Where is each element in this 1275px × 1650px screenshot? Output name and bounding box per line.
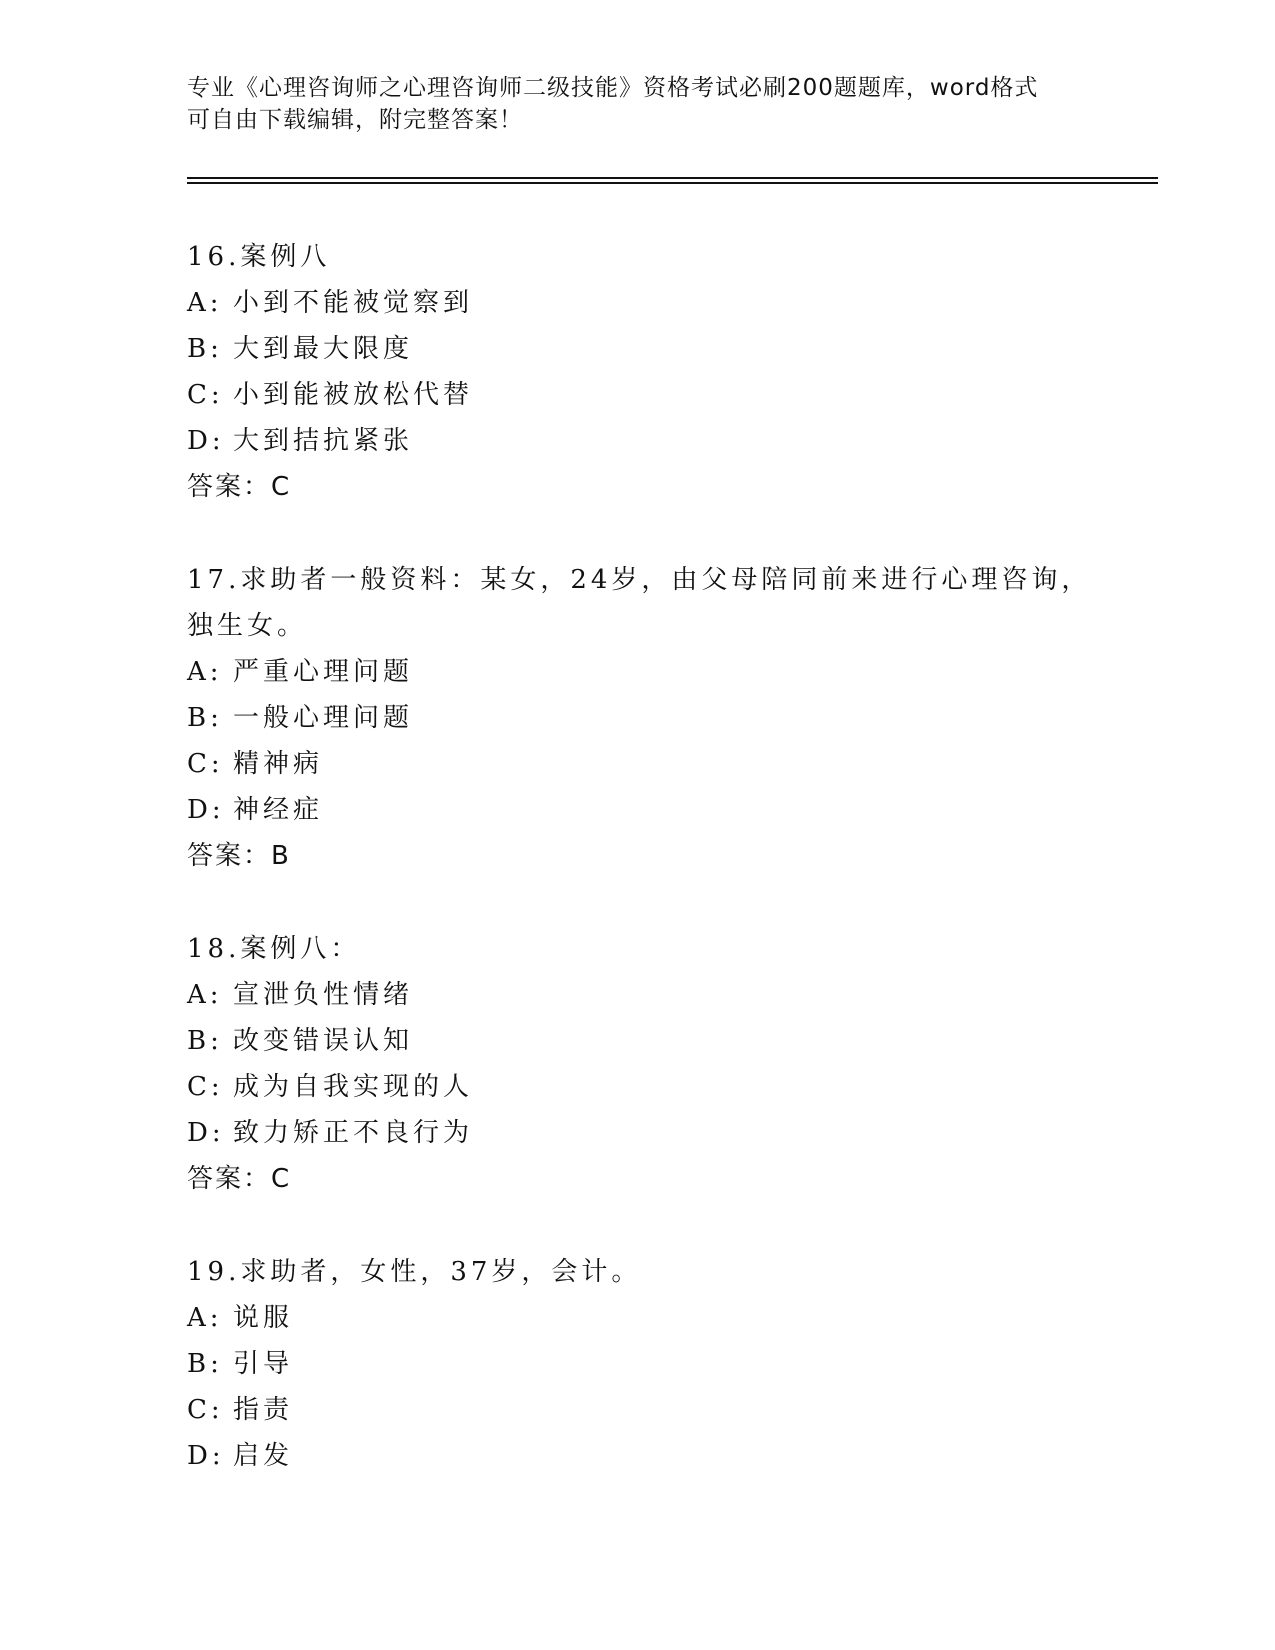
option-d: [187, 787, 1107, 833]
header-line-2: 可自由下载编辑，附完整答案！: [187, 107, 523, 133]
option-letter: B:: [187, 703, 223, 733]
option-a: [187, 649, 1107, 695]
option-letter: D:: [187, 1118, 225, 1148]
option-c: [187, 372, 1107, 418]
document-header: [187, 72, 1067, 136]
option-text: 引导: [233, 1349, 294, 1379]
question-18: [187, 926, 1107, 1202]
option-text: 小到能被放松代替: [233, 380, 474, 410]
question-stem: 16.案例八: [187, 242, 331, 272]
option-letter: D:: [187, 1441, 225, 1471]
option-c: [187, 741, 1107, 787]
question-stem: 17.求助者一般资料：某女，24岁，由父母陪同前来进行心理咨询，独生女。: [187, 565, 1092, 641]
option-b: [187, 326, 1107, 372]
option-text: 改变错误认知: [233, 1026, 414, 1056]
option-text: 小到不能被觉察到: [233, 288, 474, 318]
question-stem: 18.案例八：: [187, 934, 361, 964]
answer-label: 答案：C: [187, 1164, 292, 1194]
option-letter: C:: [187, 380, 224, 410]
option-d: [187, 1110, 1107, 1156]
question-stem: 19.求助者，女性，37岁，会计。: [187, 1257, 642, 1287]
option-a: [187, 280, 1107, 326]
option-text: 一般心理问题: [233, 703, 414, 733]
option-text: 神经症: [233, 795, 324, 825]
option-c: [187, 1064, 1107, 1110]
option-letter: A:: [187, 657, 223, 687]
option-letter: C:: [187, 749, 224, 779]
option-d: [187, 1433, 1107, 1479]
option-text: 指责: [233, 1395, 294, 1425]
option-text: 启发: [233, 1441, 294, 1471]
option-b: [187, 1018, 1107, 1064]
option-text: 严重心理问题: [233, 657, 414, 687]
option-b: [187, 1341, 1107, 1387]
answer-label: 答案：C: [187, 472, 292, 502]
option-letter: A:: [187, 288, 223, 318]
option-a: [187, 1295, 1107, 1341]
header-divider-top: [187, 177, 1158, 179]
option-letter: D:: [187, 795, 225, 825]
option-text: 致力矫正不良行为: [233, 1118, 474, 1148]
option-letter: C:: [187, 1395, 224, 1425]
option-c: [187, 1387, 1107, 1433]
question-19: [187, 1249, 1107, 1479]
question-16: [187, 234, 1107, 510]
option-text: 大到拮抗紧张: [233, 426, 414, 456]
option-letter: A:: [187, 1303, 223, 1333]
option-text: 大到最大限度: [233, 334, 414, 364]
option-b: [187, 695, 1107, 741]
option-letter: B:: [187, 1349, 223, 1379]
header-line-1: 专业《心理咨询师之心理咨询师二级技能》资格考试必刷200题题库，word格式: [187, 75, 1039, 101]
option-text: 说服: [233, 1303, 294, 1333]
answer-label: 答案：B: [187, 841, 291, 871]
option-text: 成为自我实现的人: [233, 1072, 474, 1102]
option-text: 宣泄负性情绪: [233, 980, 414, 1010]
option-letter: C:: [187, 1072, 224, 1102]
option-letter: B:: [187, 334, 223, 364]
option-a: [187, 972, 1107, 1018]
option-letter: D:: [187, 426, 225, 456]
option-letter: A:: [187, 980, 223, 1010]
header-divider-bottom: [187, 182, 1158, 184]
option-text: 精神病: [233, 749, 324, 779]
question-17: [187, 557, 1107, 879]
question-list: [187, 234, 1107, 1526]
option-d: [187, 418, 1107, 464]
option-letter: B:: [187, 1026, 223, 1056]
